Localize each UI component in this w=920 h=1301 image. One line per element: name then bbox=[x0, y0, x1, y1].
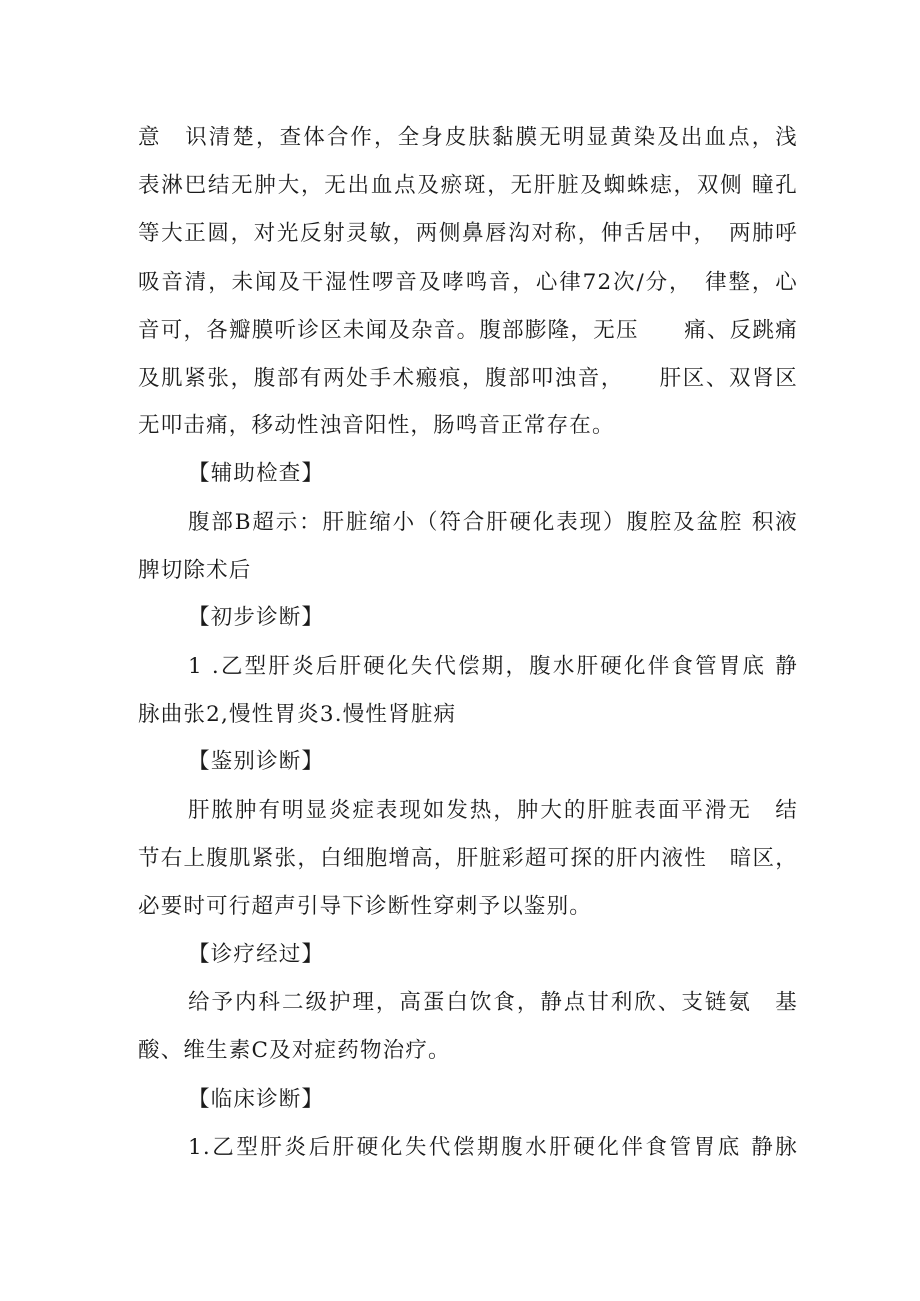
exam-line-6: 及肌紧张，腹部有两处手术瘢痕，腹部叩浊音， 肝区、双肾区 bbox=[138, 366, 798, 391]
diff-dx-line-1: 肝脓肿有明显炎症表现如发热，肿大的肝脏表面平滑无 结 bbox=[188, 798, 798, 823]
prelim-dx-line-2: 脉曲张2,慢性胃炎3.慢性肾脏病 bbox=[138, 702, 457, 727]
exam-line-2: 表淋巴结无肿大，无出血点及瘀斑，无肝脏及蜘蛛痣，双侧 瞳孔 bbox=[138, 173, 798, 198]
diff-dx-heading: 【鉴别诊断】 bbox=[188, 749, 325, 774]
exam-line-3: 等大正圆，对光反射灵敏，两侧鼻唇沟对称，伸舌居中， 两肺呼 bbox=[138, 221, 798, 246]
diff-dx-line-2: 节右上腹肌紧张，白细胞增高，肝脏彩超可探的肝内液性 暗区， bbox=[138, 846, 798, 871]
treatment-line-1: 给予内科二级护理，高蛋白饮食，静点甘利欣、支链氨 基 bbox=[188, 990, 798, 1015]
prelim-dx-line-1: 1 .乙型肝炎后肝硬化失代偿期，腹水肝硬化伴食管胃底 静 bbox=[188, 654, 798, 679]
treatment-line-2: 酸、维生素C及对症药物治疗。 bbox=[138, 1038, 451, 1063]
exam-line-5: 音可，各瓣膜听诊区未闻及杂音。腹部膨隆，无压 痛、反跳痛 bbox=[138, 318, 798, 343]
aux-exam-heading: 【辅助检查】 bbox=[188, 461, 325, 486]
diff-dx-line-3: 必要时可行超声引导下诊断性穿刺予以鉴别。 bbox=[138, 894, 593, 919]
aux-exam-line-2: 脾切除术后 bbox=[138, 558, 252, 583]
prelim-dx-heading: 【初步诊断】 bbox=[188, 605, 325, 630]
treatment-heading: 【诊疗经过】 bbox=[188, 942, 325, 967]
exam-line-7: 无叩击痛，移动性浊音阳性，肠鸣音正常存在。 bbox=[138, 413, 615, 438]
exam-line-1: 意 识清楚，查体合作，全身皮肤黏膜无明显黄染及出血点，浅 bbox=[138, 125, 798, 150]
exam-line-4: 吸音清，未闻及干湿性啰音及哮鸣音，心律72次/分， 律整，心 bbox=[138, 270, 798, 295]
clinical-dx-heading: 【临床诊断】 bbox=[188, 1087, 325, 1112]
aux-exam-line-1: 腹部B超示：肝脏缩小（符合肝硬化表现）腹腔及盆腔 积液 bbox=[188, 510, 798, 535]
clinical-dx-line-1: 1.乙型肝炎后肝硬化失代偿期腹水肝硬化伴食管胃底 静脉 bbox=[188, 1135, 798, 1160]
